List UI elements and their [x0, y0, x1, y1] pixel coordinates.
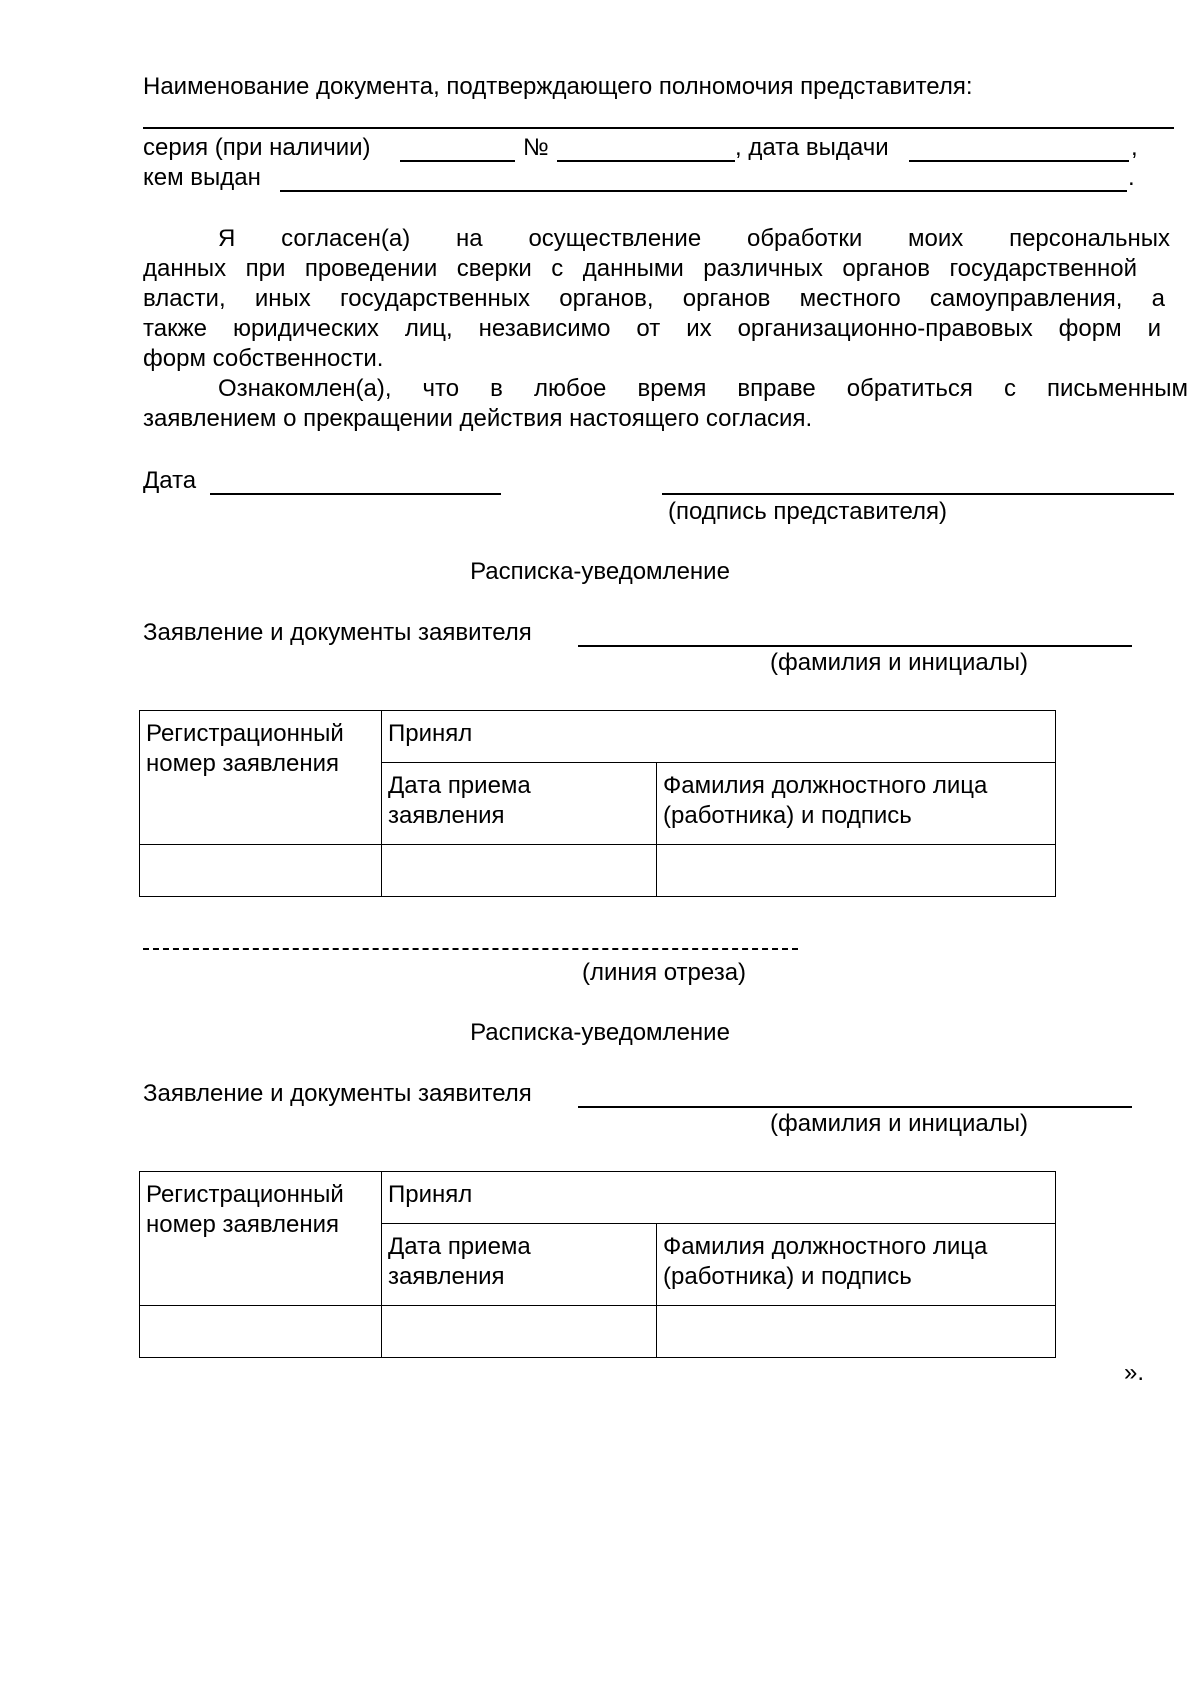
registration-table-2	[139, 1171, 1056, 1358]
official-cell-1[interactable]	[657, 845, 1056, 897]
reg-number-cell-2[interactable]	[140, 1306, 382, 1358]
registration-table-1	[139, 710, 1056, 897]
consent-line-5: форм собственности.	[143, 345, 384, 372]
consent-line-2: данных при проведении сверки с данными различных органов государственной	[143, 255, 1137, 282]
closing-mark: ».	[1124, 1359, 1145, 1386]
period: .	[1128, 164, 1135, 191]
acknowledge-line-1: Ознакомлен(а), что в любое время вправе обратиться с письменным	[218, 375, 1188, 402]
date-cell-1[interactable]	[382, 845, 657, 897]
comma: ,	[1131, 134, 1138, 161]
applicant-label-2: Заявление и документы заявителя	[143, 1080, 532, 1107]
consent-line-4: также юридических лиц, независимо от их организационно-правовых форм и	[143, 315, 1161, 342]
official-cell-2[interactable]	[657, 1306, 1056, 1358]
doc-name-field-line[interactable]	[143, 127, 1174, 129]
accepted-header-2: Принял	[382, 1172, 1056, 1224]
series-field-line[interactable]	[400, 160, 515, 162]
name-caption-1: (фамилия и инициалы)	[770, 649, 1028, 676]
receipt-title-1: Расписка-уведомление	[470, 558, 730, 585]
official-header-1: Фамилия должностного лица (работника) и подпись	[657, 763, 1056, 845]
applicant-field-line-2[interactable]	[578, 1106, 1132, 1108]
reg-number-header-2: Регистрационный номер заявления	[140, 1172, 382, 1306]
series-label: серия (при наличии)	[143, 134, 371, 161]
cut-line-caption: (линия отреза)	[582, 959, 747, 986]
date-cell-2[interactable]	[382, 1306, 657, 1358]
consent-line-3: власти, иных государственных органов, органов местного самоуправления, а	[143, 285, 1165, 312]
official-header-2: Фамилия должностного лица (работника) и подпись	[657, 1224, 1056, 1306]
reg-number-header-1: Регистрационный номер заявления	[140, 711, 382, 845]
signature-caption: (подпись представителя)	[668, 498, 948, 525]
consent-line-1: Я согласен(а) на осуществление обработки моих персональных	[218, 225, 1170, 252]
number-field-line[interactable]	[557, 160, 735, 162]
issued-by-label: кем выдан	[143, 164, 261, 191]
date-field-line[interactable]	[210, 493, 501, 495]
issue-date-field-line[interactable]	[909, 160, 1129, 162]
cut-line	[143, 948, 798, 950]
issue-date-label: , дата выдачи	[735, 134, 889, 161]
issued-by-field-line[interactable]	[280, 190, 1127, 192]
acknowledge-line-2: заявлением о прекращении действия настоящего согласия.	[143, 405, 813, 432]
signature-field-line[interactable]	[662, 493, 1174, 495]
receipt-title-2: Расписка-уведомление	[470, 1019, 730, 1046]
reg-number-cell-1[interactable]	[140, 845, 382, 897]
name-caption-2: (фамилия и инициалы)	[770, 1110, 1028, 1137]
date-label: Дата	[143, 467, 197, 494]
date-header-2: Дата приема заявления	[382, 1224, 657, 1306]
applicant-field-line-1[interactable]	[578, 645, 1132, 647]
accepted-header-1: Принял	[382, 711, 1056, 763]
number-label: №	[523, 134, 549, 161]
applicant-label-1: Заявление и документы заявителя	[143, 619, 532, 646]
doc-name-label: Наименование документа, подтверждающего полномочия представителя:	[143, 73, 973, 100]
date-header-1: Дата приема заявления	[382, 763, 657, 845]
